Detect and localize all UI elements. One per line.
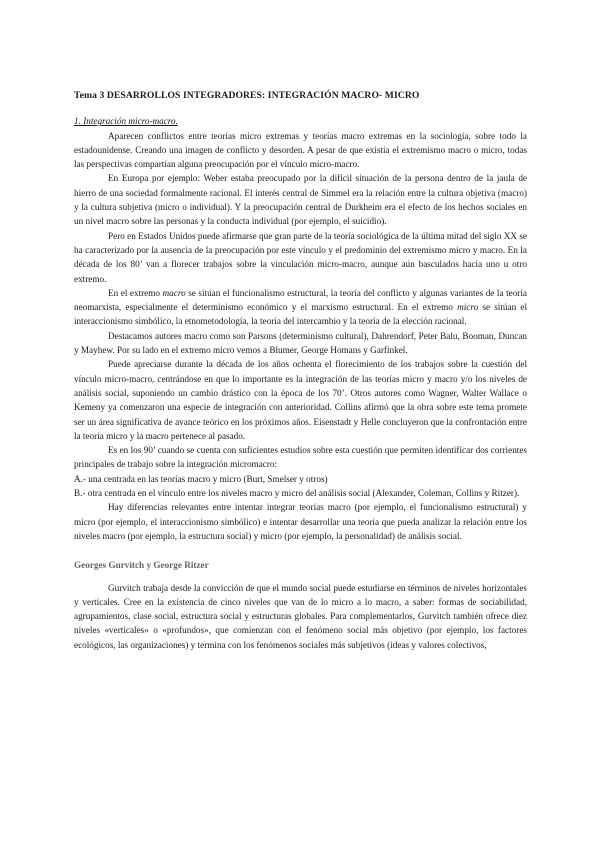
subsection-heading: Georges Gurvitch y George Ritzer	[74, 560, 209, 571]
document-page	[74, 89, 527, 652]
section-heading: 1. Integración micro-macro.	[74, 116, 178, 127]
text-run: En el extremo	[108, 287, 163, 298]
text-run: se sitúan el funcionalismo estructural, la teoría del conflicto y algunas variantes de la teoría neomarxista, especialmente el determinismo económico y el marxismo estructural. En el extremo	[74, 287, 527, 313]
paragraph	[74, 286, 527, 329]
paragraph: Destacamos autores macro como son Parsons (determinismo cultural), Dahrendorf, Peter Balu, Booman, Duncan y Mayhew. Por su lado en el extremo micro vemos a Blumer, George Homans y Garfinkel.	[74, 330, 527, 356]
paragraph: Gurvitch trabaja desde la convicción de que el mundo social puede estudiarse en términos de niveles horizontales y verticales. Cree en la existencia de cinco niveles que van de lo micro a lo macro, a saber: formas de sociabilidad, agrupamientos, clase social, estructura social y estructuras globales. Para complementarlos, Gurvitch también ofrece diez niveles «verticales» o «profundos», que comienzan con el fenómeno social más objetivo (por ejemplo, los factores ecológicos, las organizaciones) y termina con los fenómenos sociales más subjetivos (ideas y valores colectivos,	[74, 582, 527, 650]
document-title: Tema 3 DESARROLLOS INTEGRADORES: INTEGRACIÓN MACRO- MICRO	[74, 90, 420, 101]
text-run: se sitúan el interaccionismo simbólico, la etnometodología, la teoría del intercambio y la teoría de la elección racional.	[74, 302, 528, 327]
paragraph: Es en los 90’ cuando se cuenta con suficientes estudios sobre esta cuestión que permiten identificar dos corrientes principales de trabajo sobre la integración micromacro:	[74, 445, 527, 470]
emphasis-macro: macro	[162, 287, 186, 298]
paragraph: En Europa por ejemplo: Weber estaba preocupado por la difícil situación de la persona dentro de la jaula de hierro de una sociedad formalmente racional. El interés central de Simmel era la relación entre la cultura objetiva (macro) y la cultura subjetiva (micro o individual). Y la preocupación central de Durkheim era el efecto de los hechos sociales en un nivel macro sobre las personas y la conducta individual (por ejemplo, el suicidio).	[74, 173, 527, 227]
paragraph: Puede apreciarse durante la década de los años ochenta el florecimiento de los trabajos sobre la cuestión del vínculo micro-macro, centrándose en que lo importante es la integración de las teorías micro y macro y/o los niveles de análisis social, suponiendo un cambio drástico con la época de los 70’. Otros autores como Wagner, Walter Wallace o Kemeny ya comenzaron una especie de integración con anterioridad. Collins afirmó que la obra sobre este tema promete ser un área significativa de avance teórico en los próximos años. Eisenstadt y Helle concluyeron que la confrontación entre la teoría micro y la macro pertenece al pasado.	[74, 359, 527, 441]
paragraph: Hay diferencias relevantes entre intentar integrar teorías macro (por ejemplo, el funcionalismo estructural) y micro (por ejemplo, el interaccionismo simbólico) e intentar desarrollar una teoría que pueda analizar la relación entre los niveles macro (por ejemplo, la estructura social) y micro (por ejemplo, la personalidad) de análisis social.	[74, 502, 527, 541]
list-item: A.- una centrada en las teorías macro y micro (Burt, Smelser y otros)	[74, 473, 328, 484]
emphasis-micro: micro	[457, 302, 479, 313]
paragraph: Pero en Estados Unidos puede afirmarse que gran parte de la teoría sociológica de la última mitad del siglo XX se ha caracterizado por la ausencia de la preocupación por este vínculo y el predominio del extremismo micro y macro. En la década de los 80’ van a florecer trabajos sobre la vinculación micro-macro, aunque aún basculados hacia uno u otro extremo.	[74, 230, 527, 284]
list-item: B.- otra centrada en el vínculo entre los niveles macro y micro del análisis social (Alexander, Coleman, Collins y Ritzer).	[74, 488, 520, 499]
paragraph: Aparecen conflictos entre teorías micro extremas y teorías macro extremas en la sociología, sobre todo la estadounidense. Creando una imagen de conflicto y desorden. A pesar de que existía el extremismo macro o micro, todas las perspectivas compartían alguna preocupación por el vínculo micro-macro.	[74, 130, 527, 170]
